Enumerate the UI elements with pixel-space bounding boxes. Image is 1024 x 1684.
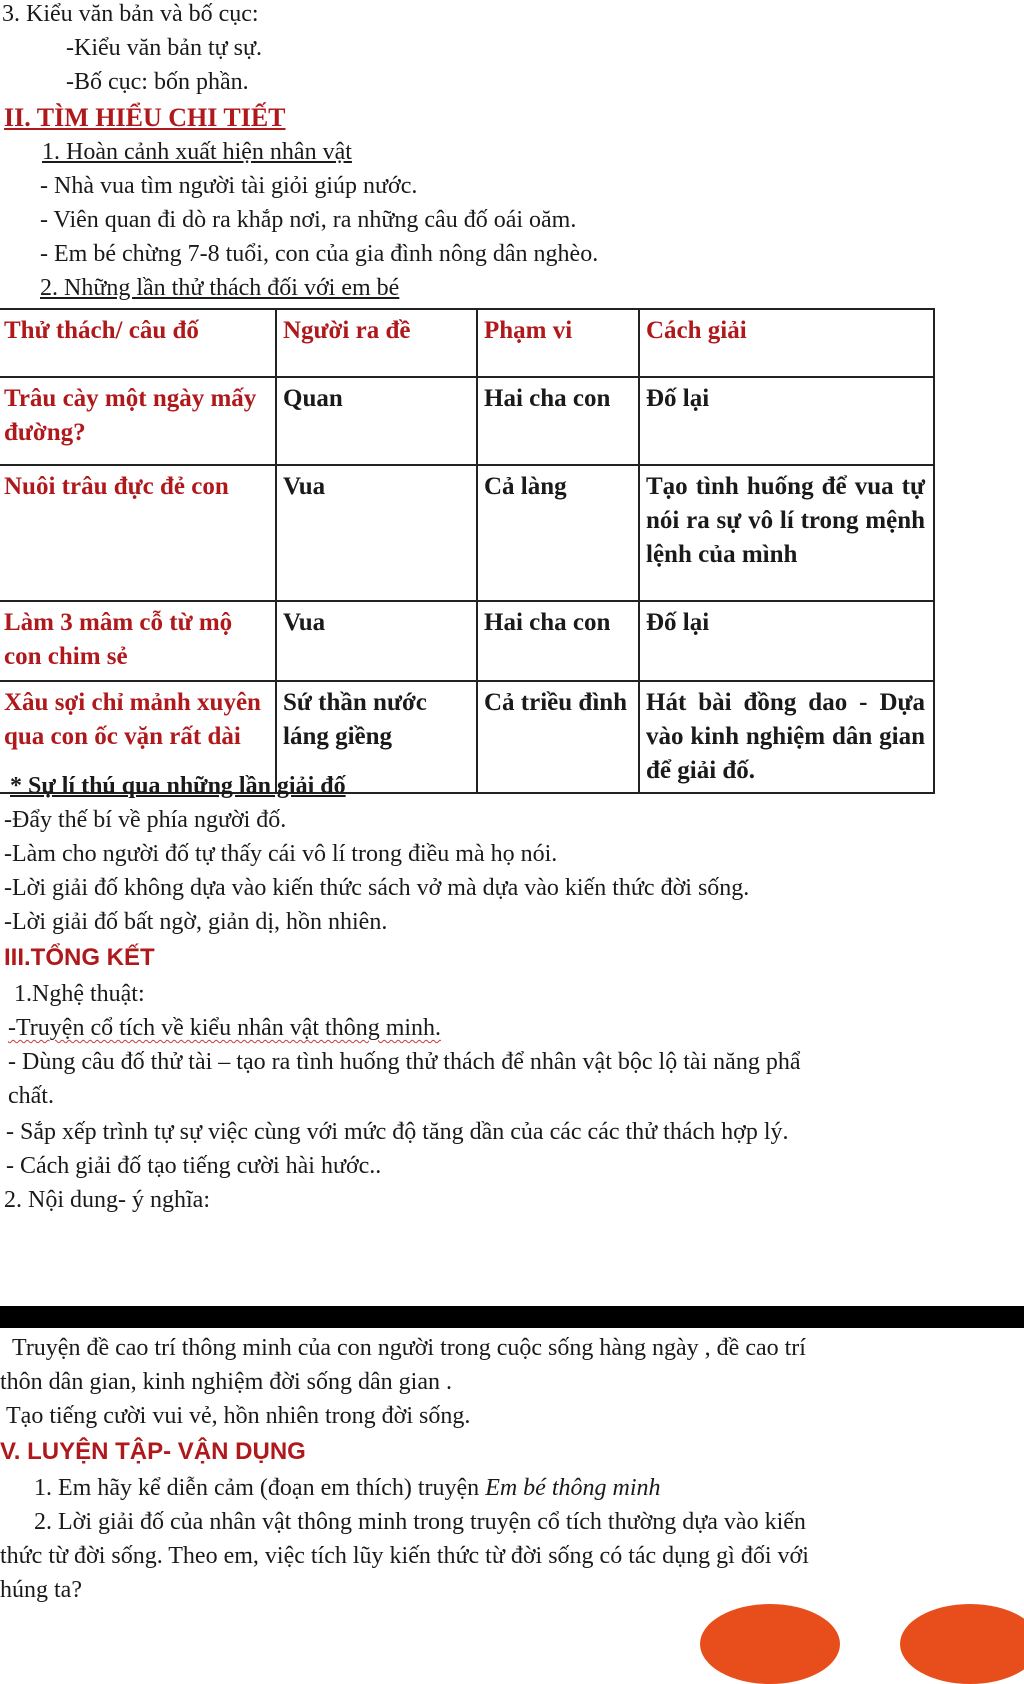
cell-solution: Hát bài đồng dao - Dựa vào kinh nghiệm dân gian để giải đố.: [639, 681, 934, 793]
cell-challenge: Trâu cày một ngày mấy đường?: [0, 377, 276, 465]
decorative-shape: [900, 1604, 1024, 1684]
cell-setter: Vua: [276, 465, 477, 601]
practice-heading: V. LUYỆN TẬP- VẬN DỤNG: [0, 1438, 306, 1465]
cell-scope: Hai cha con: [477, 601, 639, 681]
interest-line: -Đẩy thế bí về phía người đố.: [4, 807, 287, 833]
question-1: [34, 1474, 661, 1502]
art-line: chất.: [8, 1083, 54, 1109]
bullet-item: - Em bé chừng 7-8 tuổi, con của gia đình nông dân nghèo.: [40, 241, 599, 267]
challenges-table: [0, 308, 935, 794]
interest-line: -Làm cho người đố tự thấy cái vô lí trong điều mà họ nói.: [4, 841, 558, 867]
table-row: [0, 601, 934, 681]
header-scope: Phạm vi: [477, 309, 639, 377]
art-line: - Cách giải đố tạo tiếng cười hài hước..: [6, 1153, 382, 1179]
cell-setter: Sứ thần nước láng giềng: [276, 681, 477, 793]
cell-setter: Quan: [276, 377, 477, 465]
header-setter: Người ra đề: [276, 309, 477, 377]
header-solution: Cách giải: [639, 309, 934, 377]
subheading-challenges: 2. Những lần thử thách đối với em bé: [40, 275, 400, 301]
header-challenge: Thử thách/ câu đố: [0, 309, 276, 377]
cell-scope: Hai cha con: [477, 377, 639, 465]
decorative-shape: [700, 1604, 840, 1684]
cell-setter: Vua: [276, 601, 477, 681]
interest-line: -Lời giải đố bất ngờ, giản dị, hồn nhiên.: [4, 909, 388, 935]
meaning-line: Tạo tiếng cười vui vẻ, hồn nhiên trong đời sống.: [6, 1403, 471, 1429]
question-2-line: thức từ đời sống. Theo em, việc tích lũy kiến thức từ đời sống có tác dụng gì đối với: [0, 1543, 809, 1569]
subheading-context: 1. Hoàn cảnh xuất hiện nhân vật: [42, 139, 352, 165]
art-line: - Dùng câu đố thử tài – tạo ra tình huống thử thách để nhân vật bộc lộ tài năng phẩ: [8, 1049, 801, 1075]
cell-solution: Đố lại: [639, 601, 934, 681]
art-line: - Sắp xếp trình tự sự việc cùng với mức độ tăng dần của các các thử thách hợp lý.: [6, 1119, 789, 1145]
cell-challenge: Nuôi trâu đực đẻ con: [0, 465, 276, 601]
interest-heading: * Sự lí thú qua những lần giải đố: [10, 773, 346, 799]
question-1-text: 1. Em hãy kể diễn cảm (đoạn em thích) truyện: [34, 1475, 486, 1501]
cell-scope: Cả làng: [477, 465, 639, 601]
summary-heading: III.TỔNG KẾT: [4, 944, 155, 971]
section2-heading: II. TÌM HIỂU CHI TIẾT: [4, 103, 286, 132]
cell-challenge: Làm 3 mâm cỗ từ mộ con chim sẻ: [0, 601, 276, 681]
cell-challenge: Xâu sợi chỉ mảnh xuyên qua con ốc vặn rất dài: [0, 681, 276, 793]
table-row: [0, 377, 934, 465]
interest-line: -Lời giải đố không dựa vào kiến thức sách vở mà dựa vào kiến thức đời sống.: [4, 875, 750, 901]
bullet-item: - Nhà vua tìm người tài giỏi giúp nước.: [40, 173, 418, 199]
section3-heading: 3. Kiểu văn bản và bố cục:: [2, 1, 259, 27]
content-heading: 2. Nội dung- ý nghĩa:: [4, 1187, 210, 1213]
table-header-row: [0, 309, 934, 377]
page-separator: [0, 1306, 1024, 1328]
bullet-item: - Viên quan đi dò ra khắp nơi, ra những câu đố oái oăm.: [40, 207, 577, 233]
table-row: [0, 465, 934, 601]
cell-scope: Cả triều đình: [477, 681, 639, 793]
text-layout: -Bố cục: bốn phần.: [66, 69, 249, 95]
meaning-line: Truyện đề cao trí thông minh của con người trong cuộc sống hàng ngày , đề cao trí: [12, 1335, 806, 1361]
meaning-line: thôn dân gian, kinh nghiệm đời sống dân gian .: [0, 1369, 452, 1395]
art-line: -Truyện cổ tích về kiểu nhân vật thông minh.: [8, 1015, 442, 1041]
cell-solution: Đố lại: [639, 377, 934, 465]
text-type: -Kiểu văn bản tự sự.: [66, 35, 262, 61]
question-2-line: húng ta?: [0, 1577, 82, 1603]
question-2-line: 2. Lời giải đố của nhân vật thông minh trong truyện cổ tích thường dựa vào kiến: [34, 1509, 806, 1535]
art-heading: 1.Nghệ thuật:: [14, 981, 145, 1007]
story-title: Em bé thông minh: [485, 1475, 661, 1501]
cell-solution: Tạo tình huống để vua tự nói ra sự vô lí trong mệnh lệnh của mình: [639, 465, 934, 601]
